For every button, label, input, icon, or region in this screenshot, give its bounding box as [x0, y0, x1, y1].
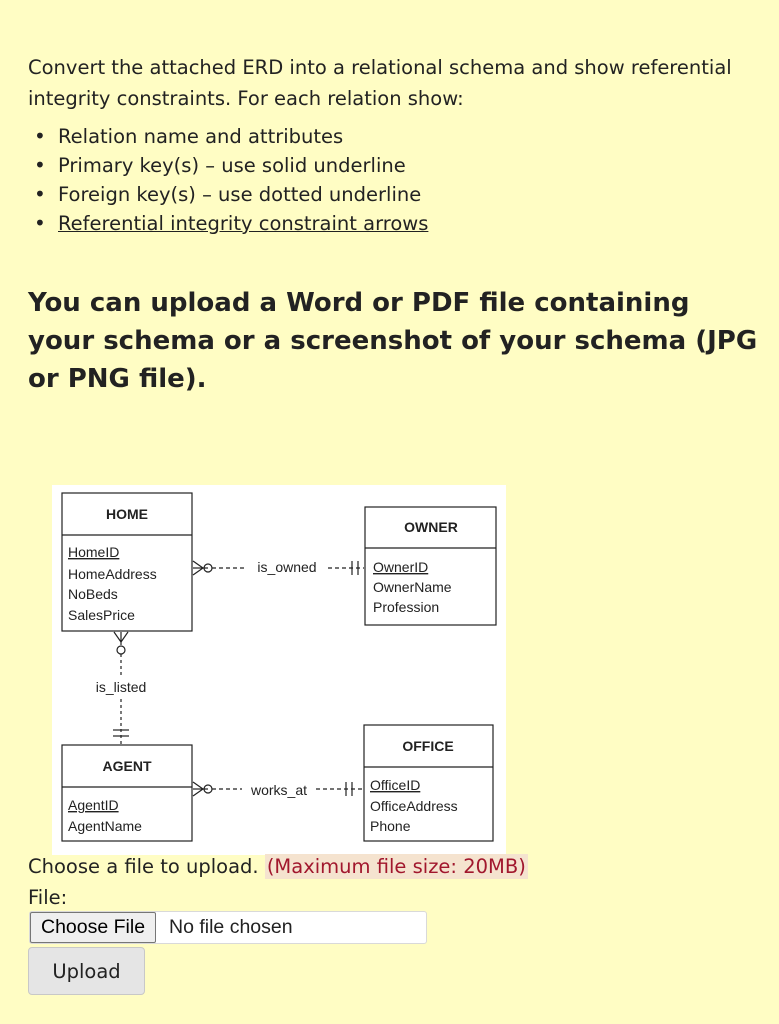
- owner-attr: OwnerName: [373, 579, 452, 595]
- list-item: • Foreign key(s) – use dotted underline: [58, 180, 748, 209]
- list-item: [58, 209, 748, 238]
- requirements-list: [28, 122, 748, 238]
- relationship-label-is-owned: is_owned: [257, 559, 317, 575]
- home-attr: HomeAddress: [68, 566, 157, 582]
- office-key: OfficeID: [370, 777, 421, 793]
- file-input[interactable]: [29, 911, 427, 944]
- office-attr: OfficeAddress: [370, 798, 458, 814]
- choose-text: Choose a file to upload.: [28, 855, 259, 878]
- owner-attr: Profession: [373, 599, 440, 615]
- upload-heading: You can upload a Word or PDF file containing your schema or a screenshot of your schema (JPG or PNG file).: [28, 288, 758, 394]
- office-title: OFFICE: [402, 738, 454, 754]
- owner-key: OwnerID: [373, 559, 429, 575]
- home-title: HOME: [106, 506, 148, 522]
- home-key: HomeID: [68, 544, 120, 560]
- max-file-size: (Maximum file size: 20MB): [266, 855, 526, 878]
- relationship-label-is-listed: is_listed: [95, 679, 147, 695]
- office-attr: Phone: [370, 818, 411, 834]
- instructions-paragraph: Convert the attached ERD into a relational schema and show referential integrity constraints. For each relation show:: [28, 56, 732, 110]
- upload-button[interactable]: Upload: [28, 947, 145, 995]
- erd-diagram: [52, 485, 506, 855]
- file-status: No file chosen: [169, 916, 293, 938]
- home-attr: NoBeds: [68, 586, 118, 602]
- referential-integrity-link[interactable]: Referential integrity constraint arrows: [58, 212, 429, 235]
- instructions: [28, 52, 748, 238]
- file-label: File:: [28, 886, 68, 909]
- choose-file-button[interactable]: Choose File: [30, 912, 156, 943]
- agent-attr: AgentName: [68, 818, 142, 834]
- upload-prompt: [28, 852, 528, 882]
- agent-title: AGENT: [102, 758, 152, 774]
- list-item: • Primary key(s) – use solid underline: [58, 151, 748, 180]
- relationship-label-works-at: works_at: [250, 782, 308, 798]
- owner-title: OWNER: [404, 519, 458, 535]
- home-attr: SalesPrice: [68, 607, 135, 623]
- agent-key: AgentID: [68, 797, 119, 813]
- list-item: • Relation name and attributes: [58, 122, 748, 151]
